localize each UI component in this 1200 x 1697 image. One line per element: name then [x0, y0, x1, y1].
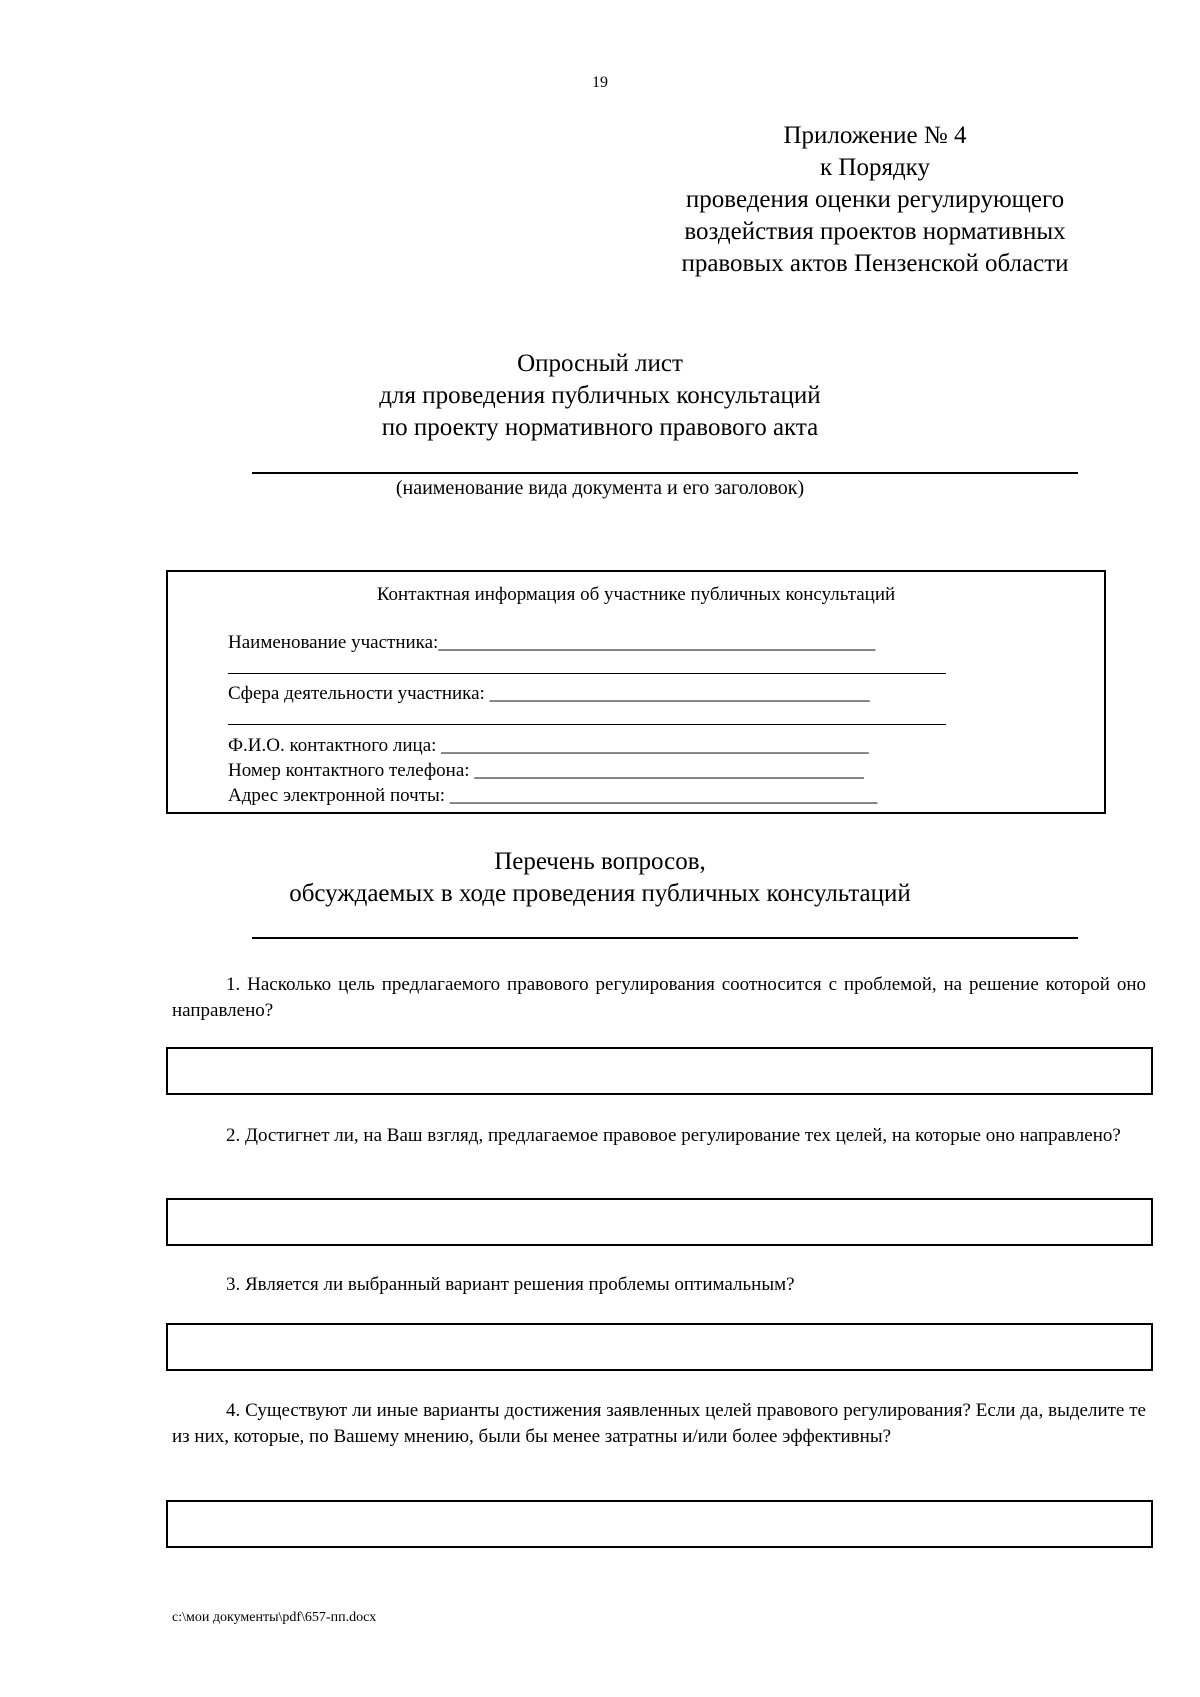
email-field[interactable]: Адрес электронной почты: _____________________________________________ — [228, 785, 878, 806]
participant-name-field[interactable]: Наименование участника:______________________________________________ — [228, 632, 876, 653]
phone-field[interactable]: Номер контактного телефона: _________________________________________ — [228, 760, 864, 781]
question-4: 4. Существуют ли иные варианты достижения заявленных целей правового регулирования? Если да, выделите те из них, которые, по Вашему мнению, были бы менее затратны и/или более эффективны? — [172, 1400, 1146, 1447]
page-number: 19 — [592, 74, 608, 91]
participant-name-continuation-line[interactable] — [228, 673, 946, 674]
contact-person-field[interactable]: Ф.И.О. контактного лица: _____________________________________________ — [228, 735, 869, 756]
document-title — [0, 348, 1200, 444]
answer-box-2[interactable] — [166, 1198, 1153, 1246]
activity-sphere-field[interactable]: Сфера деятельности участника: ________________________________________ — [228, 683, 870, 704]
contact-info-title: Контактная информация об участнике публичных консультаций — [376, 584, 896, 605]
appendix-line: Приложение № 4 — [783, 122, 967, 149]
questions-title — [0, 846, 1200, 910]
answer-box-1[interactable] — [166, 1047, 1153, 1095]
appendix-line: к Порядку — [820, 154, 930, 181]
question-1: 1. Насколько цель предлагаемого правового регулирования соотносится с проблемой, на решение которой оно направлено? — [172, 974, 1146, 1021]
contact-info-box — [166, 570, 1106, 814]
appendix-header — [640, 120, 1110, 280]
appendix-line: проведения оценки регулирующего — [685, 186, 1065, 213]
appendix-line: воздействия проектов нормативных — [684, 218, 1066, 245]
document-name-caption: (наименование вида документа и его заголовок) — [395, 477, 805, 499]
questions-title-line: обсуждаемых в ходе проведения публичных консультаций — [289, 880, 911, 907]
answer-box-3[interactable] — [166, 1323, 1153, 1371]
questions-title-underline — [252, 937, 1078, 939]
footer-file-path: c:\мои документы\pdf\657-пп.docx — [172, 1610, 377, 1625]
title-line: Опросный лист — [517, 350, 683, 377]
question-3: 3. Является ли выбранный вариант решения проблемы оптимальным? — [226, 1274, 795, 1295]
activity-sphere-continuation-line[interactable] — [228, 724, 946, 725]
questions-title-line: Перечень вопросов, — [494, 848, 706, 875]
document-name-line[interactable] — [252, 472, 1078, 474]
title-line: для проведения публичных консультаций — [379, 382, 821, 409]
appendix-line: правовых актов Пензенской области — [681, 250, 1069, 277]
title-line: по проекту нормативного правового акта — [381, 414, 819, 441]
answer-box-4[interactable] — [166, 1500, 1153, 1548]
question-2: 2. Достигнет ли, на Ваш взгляд, предлагаемое правовое регулирование тех целей, на которые оно направлено? — [226, 1125, 1121, 1146]
